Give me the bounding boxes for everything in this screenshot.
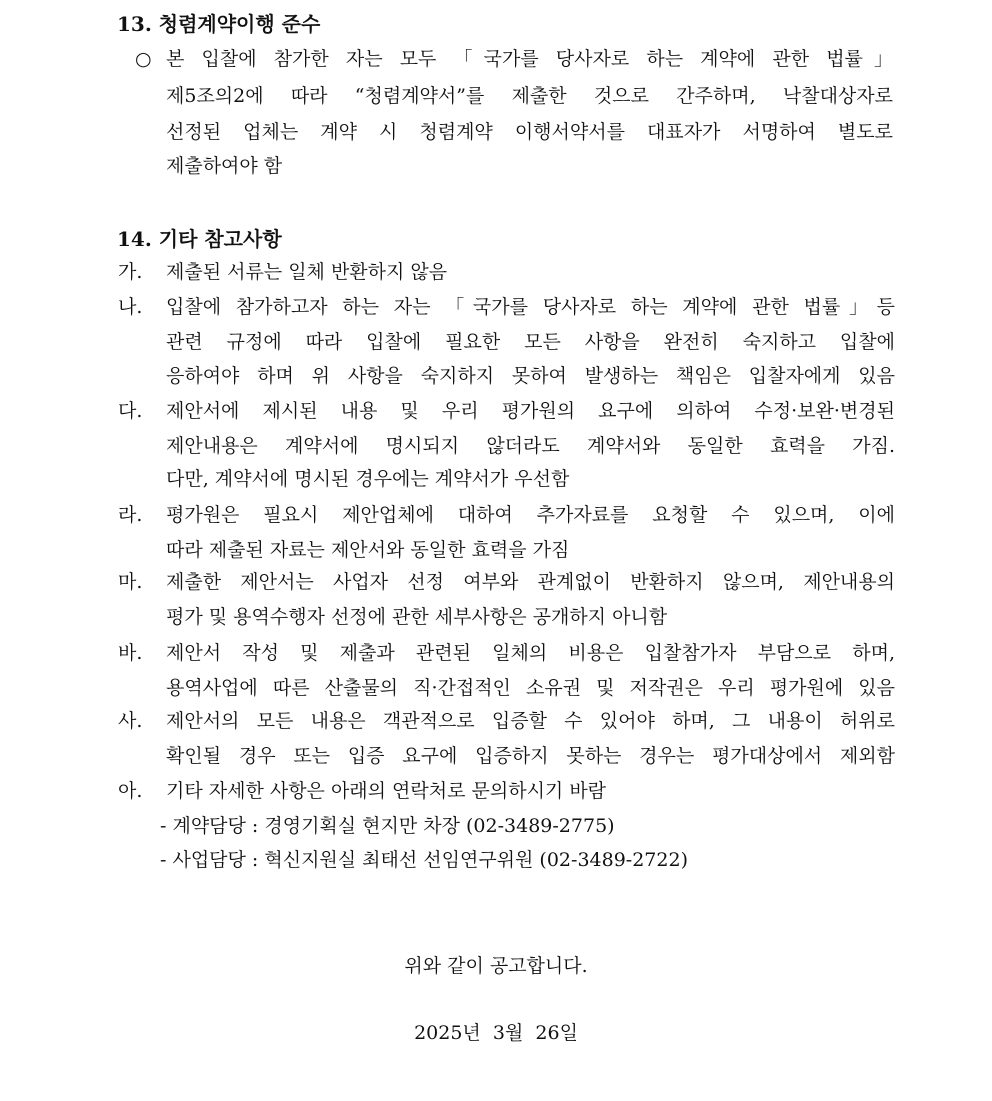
item-na-line-2: 관련 규정에 따라 입찰에 필요한 모든 사항을 완전히 숙지하고 입찰에 bbox=[166, 331, 895, 353]
section-13-line-4: 제출하여야 함 bbox=[166, 155, 283, 177]
contact-contract: - 계약담당 : 경영기획실 현지만 차장 (02-3489-2775) bbox=[160, 815, 615, 837]
item-ma-line-2: 평가 및 용역수행자 선정에 관한 세부사항은 공개하지 아니함 bbox=[166, 606, 668, 628]
item-da-line-1: 제안서에 제시된 내용 및 우리 평가원의 요구에 의하여 수정·보완·변경된 bbox=[166, 400, 895, 422]
item-a-line-1: 기타 자세한 사항은 아래의 연락처로 문의하시기 바람 bbox=[166, 780, 607, 802]
closing-statement: 위와 같이 공고합니다. bbox=[404, 955, 588, 977]
bullet-marker: ○ bbox=[135, 48, 152, 70]
notice-date: 2025년 3월 26일 bbox=[414, 1022, 578, 1044]
item-ba-line-2: 용역사업에 따른 산출물의 직·간접적인 소유권 및 저작권은 우리 평가원에 있음 bbox=[166, 677, 895, 699]
section-13-heading: 13. 청렴계약이행 준수 bbox=[117, 12, 321, 36]
item-ra-line-2: 따라 제출된 자료는 제안서와 동일한 효력을 가짐 bbox=[166, 539, 570, 561]
item-na-line-3: 응하여야 하며 위 사항을 숙지하지 못하여 발생하는 책임은 입찰자에게 있음 bbox=[166, 365, 895, 387]
item-sa-line-1: 제안서의 모든 내용은 객관적으로 입증할 수 있어야 하며, 그 내용이 허위로 bbox=[166, 710, 895, 732]
item-ra-line-1: 평가원은 필요시 제안업체에 대하여 추가자료를 요청할 수 있으며, 이에 bbox=[166, 504, 895, 526]
item-marker-ra: 라. bbox=[118, 504, 143, 526]
section-13-line-1: 본 입찰에 참가한 자는 모두 「국가를 당사자로 하는 계약에 관한 법률」 bbox=[166, 48, 893, 70]
item-da-line-2: 제안내용은 계약서에 명시되지 않더라도 계약서와 동일한 효력을 가짐. bbox=[166, 435, 895, 457]
section-13-line-3: 선정된 업체는 계약 시 청렴계약 이행서약서를 대표자가 서명하여 별도로 bbox=[166, 121, 893, 143]
item-ga-line-1: 제출된 서류는 일체 반환하지 않음 bbox=[166, 261, 448, 283]
item-marker-na: 나. bbox=[118, 296, 143, 318]
item-marker-a: 아. bbox=[118, 780, 143, 802]
item-ba-line-1: 제안서 작성 및 제출과 관련된 일체의 비용은 입찰참가자 부담으로 하며, bbox=[166, 642, 895, 664]
item-marker-sa: 사. bbox=[118, 710, 143, 732]
item-marker-ba: 바. bbox=[118, 642, 143, 664]
contact-business: - 사업담당 : 혁신지원실 최태선 선임연구위원 (02-3489-2722) bbox=[160, 849, 688, 871]
item-na-line-1: 입찰에 참가하고자 하는 자는 「국가를 당사자로 하는 계약에 관한 법률」등 bbox=[166, 296, 895, 318]
item-ma-line-1: 제출한 제안서는 사업자 선정 여부와 관계없이 반환하지 않으며, 제안내용의 bbox=[166, 571, 895, 593]
section-14-heading: 14. 기타 참고사항 bbox=[117, 227, 282, 251]
item-sa-line-2: 확인될 경우 또는 입증 요구에 입증하지 못하는 경우는 평가대상에서 제외함 bbox=[166, 745, 895, 767]
item-da-line-3: 다만, 계약서에 명시된 경우에는 계약서가 우선함 bbox=[166, 468, 570, 490]
item-marker-da: 다. bbox=[118, 400, 143, 422]
item-marker-ga: 가. bbox=[118, 261, 143, 283]
item-marker-ma: 마. bbox=[118, 571, 143, 593]
section-13-line-2: 제5조의2에 따라 “청렴계약서”를 제출한 것으로 간주하며, 낙찰대상자로 bbox=[166, 85, 893, 107]
